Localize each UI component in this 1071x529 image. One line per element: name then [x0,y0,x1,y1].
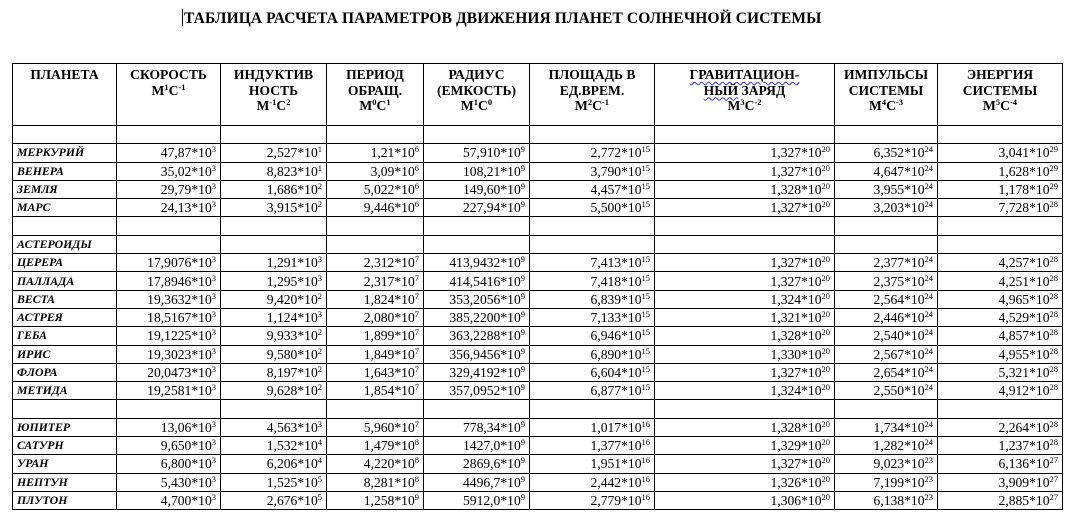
value-cell: $3,790*10^{15}$ [530,162,655,180]
empty-cell [221,126,327,144]
col-radius: РАДИУС (ЕМКОСТЬ) $М^1С^0$ [424,64,530,126]
value-cell: $1,328*10^{20}$ [655,180,835,198]
empty-cell [655,400,835,418]
empty-cell [117,126,221,144]
value-cell: $6,839*10^{15}$ [530,290,655,308]
planet-name: ПАЛЛАДА [13,272,117,290]
empty-cell [938,126,1063,144]
col-planet: ПЛАНЕТА [13,64,117,126]
value-cell: $6,604*10^{15}$ [530,363,655,381]
value-cell: $227,94*10^9$ [424,199,530,217]
value-cell: $2,540*10^{24}$ [835,327,938,345]
value-cell: $6,138*10^{23}$ [835,491,938,509]
value-cell: $1,258*10^9$ [327,491,424,509]
value-cell: $2,375*10^{24}$ [835,272,938,290]
value-cell: $329,4192*10^9$ [424,363,530,381]
value-cell: $2,527*10^1$ [221,144,327,162]
value-cell: $4,912*10^{28}$ [938,382,1063,400]
value-cell: $19,3632*10^3$ [117,290,221,308]
table-row [13,437,1063,455]
value-cell: $1,525*10^5$ [221,473,327,491]
value-cell: $5,321*10^{28}$ [938,363,1063,381]
value-cell: $4496,7*10^9$ [424,473,530,491]
value-cell: $1,124*10^3$ [221,308,327,326]
table-body [13,126,1063,510]
value-cell: $1,321*10^{20}$ [655,308,835,326]
value-cell: $3,909*10^{27}$ [938,473,1063,491]
col-grav-charge: ГРАВИТАЦИОН- НЫЙ ЗАРЯД $М^3С^{-2}$ [655,64,835,126]
col-impulse: ИМПУЛЬСЫ СИСТЕМЫ $М^4С^{-3}$ [835,64,938,126]
value-cell: $356,9456*10^9$ [424,345,530,363]
blank-row [13,217,1063,235]
empty-cell [13,217,117,235]
value-cell: $9,023*10^{23}$ [835,455,938,473]
value-cell: $1,237*10^{28}$ [938,437,1063,455]
empty-cell [938,400,1063,418]
value-cell: $8,197*10^2$ [221,363,327,381]
value-cell: $2,264*10^{28}$ [938,418,1063,436]
value-cell: $2,654*10^{24}$ [835,363,938,381]
value-cell: $2,377*10^{24}$ [835,254,938,272]
value-cell [221,235,327,253]
value-cell: $9,933*10^2$ [221,327,327,345]
table-row [13,455,1063,473]
value-cell: $4,563*10^3$ [221,418,327,436]
value-cell: $1,324*10^{20}$ [655,290,835,308]
value-cell: $778,34*10^9$ [424,418,530,436]
value-cell: $4,700*10^3$ [117,491,221,509]
value-cell: $1,017*10^{16}$ [530,418,655,436]
value-cell: $413,9432*10^9$ [424,254,530,272]
value-cell: $1,326*10^{20}$ [655,473,835,491]
value-cell: $1,532*10^4$ [221,437,327,455]
col-inductivity: ИНДУКТИВ НОСТЬ $М^{-1}С^2$ [221,64,327,126]
value-cell: $24,13*10^3$ [117,199,221,217]
empty-cell [424,217,530,235]
page-title: ТАБЛИЦА РАСЧЕТА ПАРАМЕТРОВ ДВИЖЕНИЯ ПЛАНЕТ СОЛНЕЧНОЙ СИСТЕМЫ [184,10,822,27]
value-cell: $2,885*10^{27}$ [938,491,1063,509]
col-energy: ЭНЕРГИЯ СИСТЕМЫ $М^5С^{-4}$ [938,64,1063,126]
empty-cell [327,400,424,418]
section-label: АСТЕРОИДЫ [13,235,117,253]
value-cell: $1,330*10^{20}$ [655,345,835,363]
value-cell: $1,329*10^{20}$ [655,437,835,455]
value-cell: $414,5416*10^9$ [424,272,530,290]
planet-name: САТУРН [13,437,117,455]
value-cell: $1,291*10^3$ [221,254,327,272]
value-cell: $6,136*10^{27}$ [938,455,1063,473]
value-cell: $1,377*10^{16}$ [530,437,655,455]
value-cell: $149,60*10^9$ [424,180,530,198]
value-cell: $1,951*10^{16}$ [530,455,655,473]
value-cell: $1,734*10^{24}$ [835,418,938,436]
table-row [13,290,1063,308]
value-cell: $108,21*10^9$ [424,162,530,180]
header-row [13,64,1063,126]
value-cell: $19,2581*10^3$ [117,382,221,400]
planet-name: ВЕСТА [13,290,117,308]
value-cell: $18,5167*10^3$ [117,308,221,326]
planet-name: ВЕНЕРА [13,162,117,180]
value-cell: $3,09*10^6$ [327,162,424,180]
value-cell: $6,352*10^{24}$ [835,144,938,162]
value-cell [530,235,655,253]
value-cell: $1,282*10^{24}$ [835,437,938,455]
planet-name: МЕТИДА [13,382,117,400]
value-cell: $17,8946*10^3$ [117,272,221,290]
value-cell: $1,643*10^7$ [327,363,424,381]
value-cell: $3,203*10^{24}$ [835,199,938,217]
empty-cell [424,400,530,418]
value-cell: $1,306*10^{20}$ [655,491,835,509]
value-cell: $47,87*10^3$ [117,144,221,162]
planet-name: ЗЕМЛЯ [13,180,117,198]
value-cell: $2,442*10^{16}$ [530,473,655,491]
value-cell [938,235,1063,253]
value-cell: $6,890*10^{15}$ [530,345,655,363]
value-cell: $4,857*10^{28}$ [938,327,1063,345]
value-cell: $8,281*10^8$ [327,473,424,491]
value-cell: $17,9076*10^3$ [117,254,221,272]
empty-cell [835,217,938,235]
value-cell: $363,2288*10^9$ [424,327,530,345]
col-period: ПЕРИОД ОБРАЩ. $М^0С^1$ [327,64,424,126]
planet-name: ЮПИТЕР [13,418,117,436]
value-cell: $1,327*10^{20}$ [655,272,835,290]
value-cell: $6,206*10^4$ [221,455,327,473]
table-row [13,272,1063,290]
value-cell: $35,02*10^3$ [117,162,221,180]
empty-cell [117,217,221,235]
value-cell: $2,312*10^7$ [327,254,424,272]
value-cell: $2869,6*10^9$ [424,455,530,473]
table-row [13,418,1063,436]
empty-cell [327,126,424,144]
value-cell [655,235,835,253]
value-cell: $3,955*10^{24}$ [835,180,938,198]
value-cell [835,235,938,253]
value-cell: $2,550*10^{24}$ [835,382,938,400]
planet-name: ЦЕРЕРА [13,254,117,272]
col-speed: СКОРОСТЬ $М^1С^{-1}$ [117,64,221,126]
value-cell: $2,779*10^{16}$ [530,491,655,509]
value-cell: $1,178*10^{29}$ [938,180,1063,198]
planet-name: МЕРКУРИЙ [13,144,117,162]
value-cell: $1,328*10^{20}$ [655,418,835,436]
value-cell: $29,79*10^3$ [117,180,221,198]
empty-cell [117,400,221,418]
value-cell: $2,772*10^{15}$ [530,144,655,162]
text-cursor [182,9,183,26]
planet-parameters-table [12,63,1063,510]
col-area: ПЛОЩАДЬ В ЕД.ВРЕМ. $М^2С^{-1}$ [530,64,655,126]
value-cell: $385,2200*10^9$ [424,308,530,326]
table-row [13,491,1063,509]
value-cell: $7,413*10^{15}$ [530,254,655,272]
empty-cell [655,217,835,235]
empty-cell [835,400,938,418]
value-cell [424,235,530,253]
value-cell: $7,199*10^{23}$ [835,473,938,491]
value-cell: $1,327*10^{20}$ [655,254,835,272]
value-cell: $5,430*10^3$ [117,473,221,491]
value-cell: $4,251*10^{28}$ [938,272,1063,290]
value-cell: $2,564*10^{24}$ [835,290,938,308]
value-cell: $4,647*10^{24}$ [835,162,938,180]
empty-cell [530,217,655,235]
planet-name: АСТРЕЯ [13,308,117,326]
value-cell: $1,327*10^{20}$ [655,363,835,381]
value-cell: $1,824*10^7$ [327,290,424,308]
value-cell: $19,3023*10^3$ [117,345,221,363]
value-cell: $3,041*10^{29}$ [938,144,1063,162]
value-cell [327,235,424,253]
value-cell: $9,446*10^6$ [327,199,424,217]
empty-cell [530,126,655,144]
empty-cell [221,400,327,418]
planet-name: ПЛУТОН [13,491,117,509]
empty-cell [938,217,1063,235]
value-cell: $1,295*10^3$ [221,272,327,290]
value-cell: $1,628*10^{29}$ [938,162,1063,180]
value-cell: $8,823*10^1$ [221,162,327,180]
empty-cell [835,126,938,144]
value-cell: $6,946*10^{15}$ [530,327,655,345]
planet-name: ГЕБА [13,327,117,345]
table-row [13,308,1063,326]
value-cell: $5,022*10^6$ [327,180,424,198]
value-cell: $1427,0*10^9$ [424,437,530,455]
value-cell: $9,628*10^2$ [221,382,327,400]
table-row [13,345,1063,363]
table-row [13,180,1063,198]
value-cell: $5,500*10^{15}$ [530,199,655,217]
blank-row [13,400,1063,418]
value-cell: $1,479*10^8$ [327,437,424,455]
value-cell: $1,328*10^{20}$ [655,327,835,345]
value-cell: $9,420*10^2$ [221,290,327,308]
value-cell: $1,21*10^6$ [327,144,424,162]
empty-cell [530,400,655,418]
value-cell: $9,650*10^3$ [117,437,221,455]
value-cell: $357,0952*10^9$ [424,382,530,400]
value-cell: $6,877*10^{15}$ [530,382,655,400]
value-cell: $9,580*10^2$ [221,345,327,363]
value-cell: $7,418*10^{15}$ [530,272,655,290]
value-cell: $2,567*10^{24}$ [835,345,938,363]
value-cell: $1,327*10^{20}$ [655,144,835,162]
empty-cell [424,126,530,144]
planet-name: УРАН [13,455,117,473]
table-row [13,363,1063,381]
value-cell: $7,728*10^{28}$ [938,199,1063,217]
value-cell: $1,327*10^{20}$ [655,162,835,180]
table-row [13,254,1063,272]
table-row [13,382,1063,400]
planet-name: ИРИС [13,345,117,363]
value-cell: $2,080*10^7$ [327,308,424,326]
empty-cell [655,126,835,144]
value-cell: $5912,0*10^9$ [424,491,530,509]
value-cell: $353,2056*10^9$ [424,290,530,308]
table-row [13,199,1063,217]
value-cell [117,235,221,253]
value-cell: $4,220*10^8$ [327,455,424,473]
value-cell: $1,899*10^7$ [327,327,424,345]
value-cell: $2,317*10^7$ [327,272,424,290]
value-cell: $13,06*10^3$ [117,418,221,436]
value-cell: $3,915*10^2$ [221,199,327,217]
empty-cell [221,217,327,235]
planet-name: НЕПТУН [13,473,117,491]
empty-cell [13,400,117,418]
table-row [13,144,1063,162]
value-cell: $20,0473*10^3$ [117,363,221,381]
value-cell: $1,327*10^{20}$ [655,455,835,473]
value-cell: $4,257*10^{28}$ [938,254,1063,272]
value-cell: $1,324*10^{20}$ [655,382,835,400]
value-cell: $6,800*10^3$ [117,455,221,473]
value-cell: $4,529*10^{28}$ [938,308,1063,326]
planet-name: ФЛОРА [13,363,117,381]
value-cell: $1,849*10^7$ [327,345,424,363]
section-row [13,235,1063,253]
value-cell: $7,133*10^{15}$ [530,308,655,326]
table-row [13,327,1063,345]
value-cell: $4,955*10^{28}$ [938,345,1063,363]
value-cell: $1,327*10^{20}$ [655,199,835,217]
table-row [13,473,1063,491]
value-cell: $1,686*10^2$ [221,180,327,198]
value-cell: $5,960*10^7$ [327,418,424,436]
value-cell: $19,1225*10^3$ [117,327,221,345]
value-cell: $1,854*10^7$ [327,382,424,400]
value-cell: $2,446*10^{24}$ [835,308,938,326]
value-cell: $57,910*10^9$ [424,144,530,162]
empty-cell [13,126,117,144]
empty-cell [327,217,424,235]
planet-name: МАРС [13,199,117,217]
value-cell: $2,676*10^5$ [221,491,327,509]
value-cell: $4,965*10^{28}$ [938,290,1063,308]
table-row [13,162,1063,180]
value-cell: $4,457*10^{15}$ [530,180,655,198]
blank-row [13,126,1063,144]
